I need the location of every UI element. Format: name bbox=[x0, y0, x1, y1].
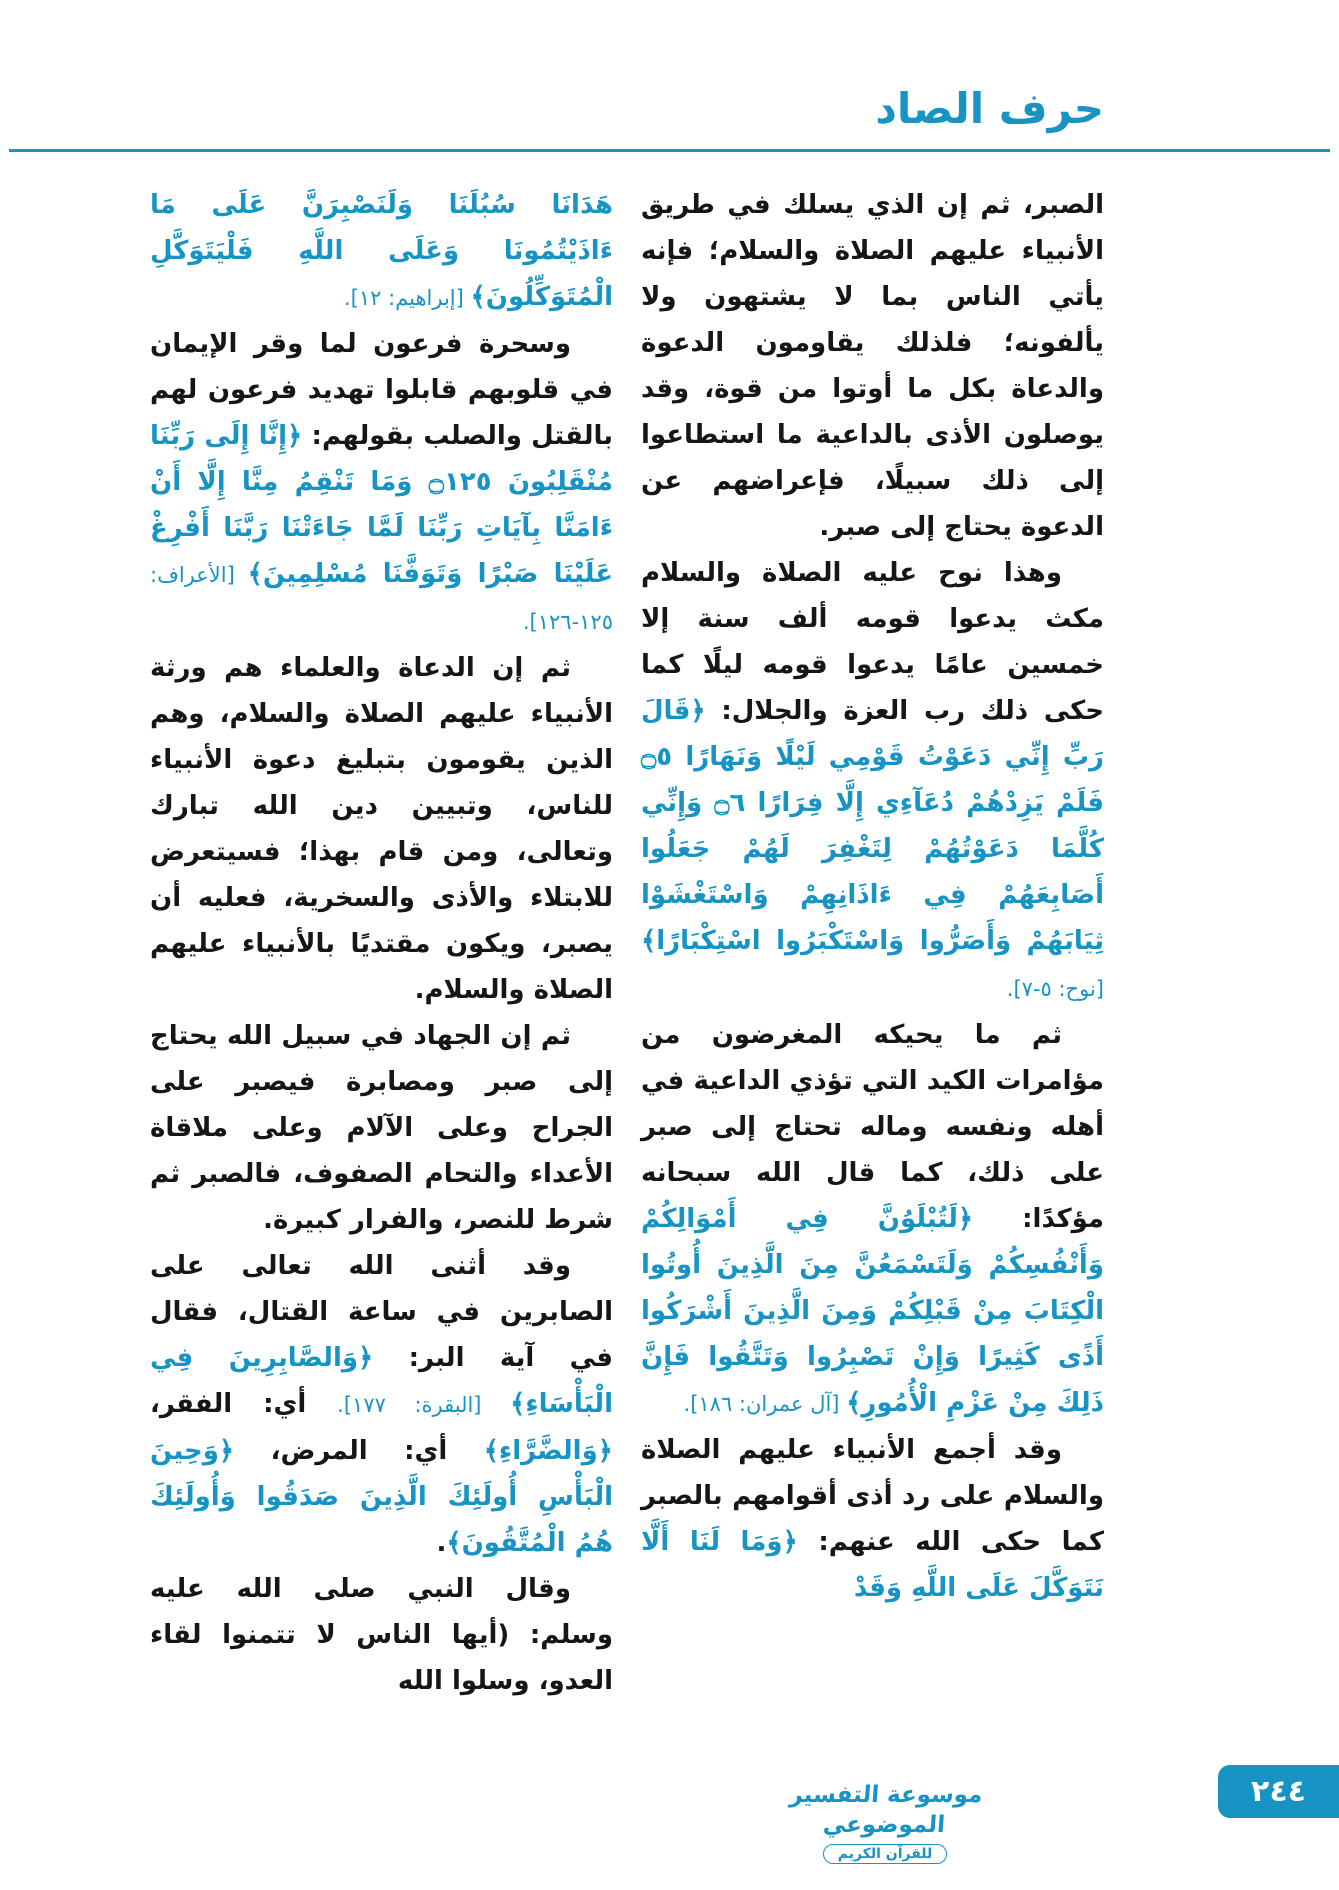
left-column bbox=[150, 182, 613, 1747]
body-text: ثم إن الجهاد في سبيل الله يحتاج إلى صبر ومصابرة فيصبر على الجراح وعلى الآلام وعلى ملاقاة الأعداء والتحام الصفوف، فالصبر ثم شرط للنصر، والفرار كبيرة. bbox=[150, 1021, 613, 1235]
paragraph bbox=[641, 550, 1104, 1012]
quran-verse: ﴿وَالضَّرَّاءِ﴾ bbox=[483, 1436, 613, 1466]
quran-verse: ﴿وَالصَّابِرِينَ فِي الْبَأْسَاءِ﴾ bbox=[150, 1343, 613, 1419]
paragraph bbox=[150, 1566, 613, 1704]
quran-verse: ﴿إِنَّا إِلَى رَبِّنَا مُنْقَلِبُونَ ۝١٢٥ وَمَا تَنْقِمُ مِنَّا إِلَّا أَنْ ءَامَنَّا بِآيَاتِ رَبِّنَا لَمَّا جَاءَتْنَا رَبَّنَا أَفْرِغْ عَلَيْنَا صَبْرًا وَتَوَفَّنَا مُسْلِمِينَ﴾ bbox=[150, 421, 613, 589]
body-text: وسحرة فرعون لما وقر الإيمان في قلوبهم قابلوا تهديد فرعون لهم بالقتل والصلب بقولهم: bbox=[150, 329, 613, 451]
paragraph bbox=[641, 1427, 1104, 1611]
emblem-title: موسوعة التفسير الموضوعي bbox=[788, 1782, 984, 1838]
body-text: وهذا نوح عليه الصلاة والسلام مكث يدعوا قومه ألف سنة إلا خمسين عامًا يدعوا قومه ليلًا كما حكى ذلك رب العزة والجلال: bbox=[641, 558, 1104, 726]
paragraph bbox=[641, 182, 1104, 550]
paragraph bbox=[150, 321, 613, 645]
verse-citation: [إبراهيم: ١٢]. bbox=[343, 286, 471, 310]
quran-verse: ﴿وَحِينَ الْبَأْسِ أُولَئِكَ الَّذِينَ صَدَقُوا وَأُولَئِكَ هُمُ الْمُتَّقُونَ﴾ bbox=[150, 1436, 613, 1558]
quran-verse: ﴿قَالَ رَبِّ إِنِّي دَعَوْتُ قَوْمِي لَيْلًا وَنَهَارًا ۝٥ فَلَمْ يَزِدْهُمْ دُعَآءِي إِلَّا فِرَارًا ۝٦ وَإِنِّي كُلَّمَا دَعَوْتُهُمْ لِتَغْفِرَ لَهُمْ جَعَلُوا أَصَابِعَهُمْ فِي ءَاذَانِهِمْ وَاسْتَغْشَوْا ثِيَابَهُمْ وَأَصَرُّوا وَاسْتَكْبَرُوا اسْتِكْبَارًا﴾ bbox=[641, 696, 1104, 956]
body-text: . bbox=[436, 1528, 447, 1558]
right-column bbox=[641, 182, 1104, 1747]
paragraph bbox=[150, 645, 613, 1013]
verse-citation: [نوح: ٥-٧]. bbox=[1006, 977, 1104, 1001]
body-text: وقد أثنى الله تعالى على الصابرين في ساعة القتال، فقال في آية البر: bbox=[150, 1251, 613, 1373]
paragraph bbox=[150, 1013, 613, 1243]
verse-citation: [الأعراف: ١٢٥-١٢٦]. bbox=[150, 563, 613, 634]
paragraph bbox=[150, 182, 613, 321]
body-text: أي: الفقر، bbox=[150, 1389, 338, 1419]
body-text: ثم إن الدعاة والعلماء هم ورثة الأنبياء عليهم الصلاة والسلام، وهم الذين يقومون بتبليغ دعوة الأنبياء للناس، وتبيين دين الله تبارك وتعالى، ومن قام بهذا؛ فسيتعرض للابتلاء والأذى والسخرية، فعليه أن يصبر، ويكون مقتديًا بالأنبياء عليهم الصلاة والسلام. bbox=[150, 653, 613, 1005]
body-text: أي: المرض، bbox=[234, 1436, 484, 1466]
paragraph bbox=[150, 1243, 613, 1566]
page-number-badge: ٢٤٤ bbox=[1218, 1765, 1339, 1818]
quran-verse: ﴿لَتُبْلَوُنَّ فِي أَمْوَالِكُمْ وَأَنْفُسِكُمْ وَلَتَسْمَعُنَّ مِنَ الَّذِينَ أُوتُوا الْكِتَابَ مِنْ قَبْلِكُمْ وَمِنَ الَّذِينَ أَشْرَكُوا أَذًى كَثِيرًا وَإِنْ تَصْبِرُوا وَتَتَّقُوا فَإِنَّ ذَلِكَ مِنْ عَزْمِ الْأُمُورِ﴾ bbox=[641, 1204, 1104, 1418]
publisher-emblem bbox=[765, 1780, 1005, 1864]
quran-verse: هَدَانَا سُبُلَنَا وَلَنَصْبِرَنَّ عَلَى مَا ءَاذَيْتُمُونَا وَعَلَى اللَّهِ فَلْيَتَوَكَّلِ الْمُتَوَكِّلُونَ﴾ bbox=[150, 190, 613, 312]
paragraph bbox=[641, 1012, 1104, 1427]
body-text: الصبر، ثم إن الذي يسلك في طريق الأنبياء عليهم الصلاة والسلام؛ فإنه يأتي الناس بما لا يشتهون ولا يألفونه؛ فلذلك يقاومون الدعوة والدعاة بكل ما أوتوا من قوة، وقد يوصلون الأذى بالداعية ما استطاعوا إلى ذلك سبيلًا، فإعراضهم عن الدعوة يحتاج إلى صبر. bbox=[641, 190, 1104, 542]
verse-citation: [البقرة: ١٧٧]. bbox=[337, 1393, 511, 1417]
body-text: وقال النبي صلى الله عليه وسلم: (أيها الناس لا تتمنوا لقاء العدو، وسلوا الله bbox=[150, 1574, 613, 1696]
emblem-subtitle: للقرآن الكريم bbox=[823, 1844, 948, 1864]
body-text: وقد أجمع الأنبياء عليهم الصلاة والسلام على رد أذى أقوامهم بالصبر كما حكى الله عنهم: bbox=[641, 1435, 1104, 1557]
body-text: ثم ما يحيكه المغرضون من مؤامرات الكيد التي تؤذي الداعية في أهله ونفسه وماله تحتاج إلى صبر على ذلك، كما قال الله سبحانه مؤكدًا: bbox=[641, 1020, 1104, 1234]
text-columns bbox=[150, 182, 1104, 1747]
verse-citation: [آل عمران: ١٨٦]. bbox=[683, 1392, 847, 1416]
header-divider bbox=[9, 149, 1330, 152]
quran-verse: ﴿وَمَا لَنَا أَلَّا نَتَوَكَّلَ عَلَى اللَّهِ وَقَدْ bbox=[641, 1527, 1104, 1603]
chapter-heading: حرف الصاد bbox=[875, 84, 1104, 133]
